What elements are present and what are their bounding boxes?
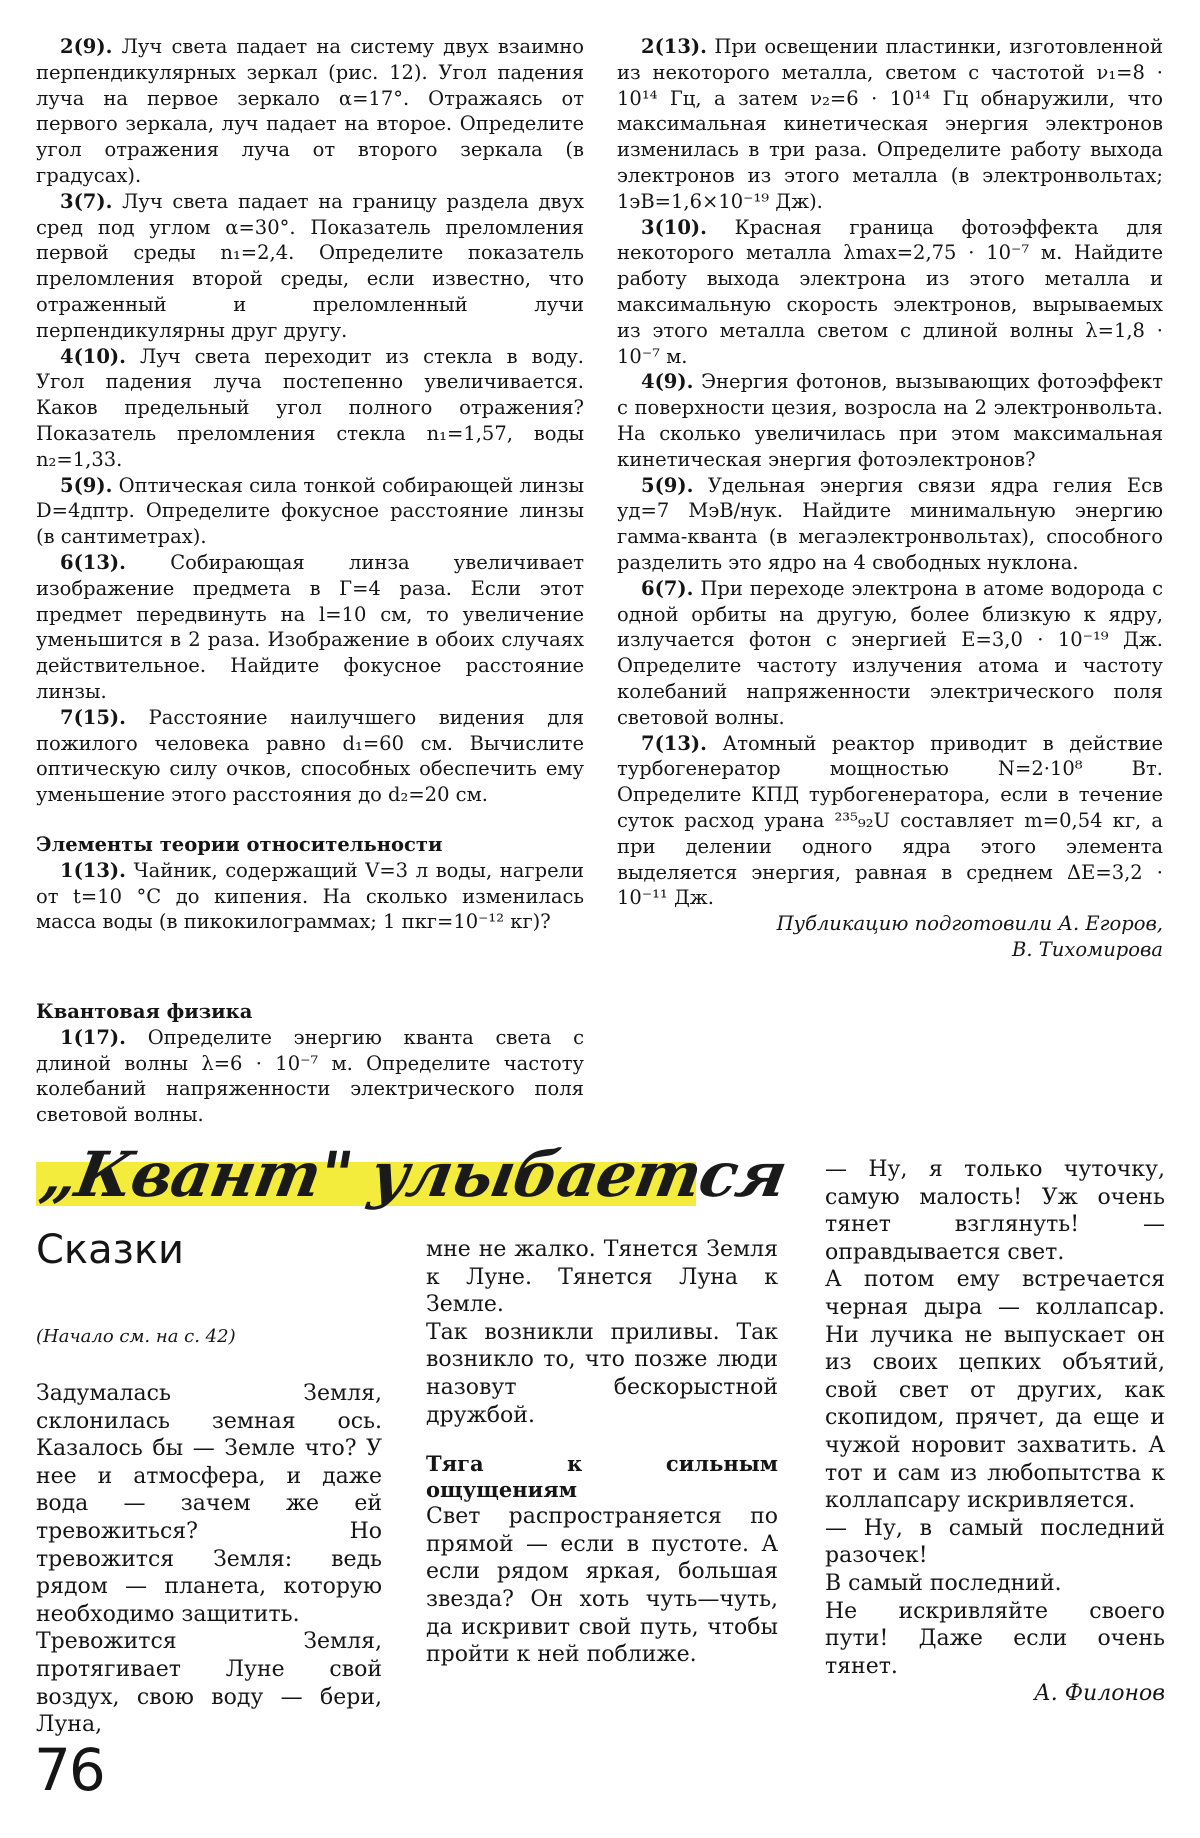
- story-author: А. Филонов: [1034, 1681, 1165, 1707]
- humor-banner: [35, 1132, 792, 1232]
- story-paragraph: Не искривляйте своего пути! Даже если очень тянет.: [825, 1598, 1165, 1679]
- problem: 7(15). Расстояние наилучшего видения для пожилого человека равно d₁=60 см. Вычислите оптическую силу очков, способных обеспечить ему уменьшение этого расстояния до d₂=20 см.: [36, 705, 585, 807]
- page-number: 76: [34, 1736, 104, 1804]
- problem: 3(10). Красная граница фотоэффекта для некоторого металла λmax=2,75 · 10⁻⁷ м. Найдите работу выхода электрона из этого металла и максимальную скорость электронов, вырываемых из этого металла светом с длиной волны λ=1,8 · 10⁻⁷ м.: [617, 215, 1163, 368]
- story-paragraph: Тревожится Земля, протягивает Луне свой воздух, свою воду — бери, Луна,: [36, 1629, 382, 1738]
- publication-credit-line1: Публикацию подготовили А. Егоров,: [776, 912, 1163, 936]
- story-paragraph: — Ну, я только чуточку, самую малость! Уж очень тянет взглянуть! — оправдывается свет.: [825, 1157, 1165, 1265]
- story-column-1: [36, 1380, 382, 1739]
- problem: 2(13). При освещении пластинки, изготовленной из некоторого металла, светом с частотой ν₁=8 · 10¹⁴ Гц, а затем ν₂=6 · 10¹⁴ Гц обнаружили, что максимальная кинетическая энергия электронов изменилась в три раза. Определите работу выхода электронов из этого металла (в электронвольтах; 1эВ=1,6×10⁻¹⁹ Дж).: [617, 35, 1163, 213]
- story-paragraph: — Ну, в самый последний разочек!: [825, 1515, 1165, 1569]
- story-paragraph: Так возникли приливы. Так возникло то, что позже люди назовут бескорыстной дружбой.: [426, 1319, 778, 1428]
- story-paragraph: В самый последний.: [825, 1570, 1062, 1596]
- story-title: Сказки: [36, 1227, 185, 1273]
- problem: 4(10). Луч света переходит из стекла в воду. Угол падения луча постепенно увеличивается. Каков предельный угол полного отражения? Показатель преломления стекла n₁=1,57, воды n₂=1,33.: [36, 344, 584, 471]
- story-paragraph: А потом ему встречается черная дыра — коллапсар. Ни лучика не выпускает он из своих цепких объятий, свой свет от других, как скопидом, прячет, да еще и чужой норовит захватить. А тот и сам из любопытства к коллапсару искривляется.: [825, 1267, 1165, 1514]
- story-subheading: Тяга к сильным ощущениям: [426, 1451, 778, 1503]
- continuation-note: (Начало см. на с. 42): [36, 1326, 236, 1347]
- problem: 4(9). Энергия фотонов, вызывающих фотоэффект с поверхности цезия, возросла на 2 электронвольта. На сколько увеличилась при этом максимальная кинетическая энергия фотоэлектронов?: [617, 370, 1163, 471]
- story-paragraph: мне не жалко. Тянется Земля к Луне. Тянется Луна к Земле.: [426, 1237, 778, 1318]
- story-paragraph: Свет распространяется по прямой — если в пустоте. А если рядом яркая, большая звезда? Он хоть чуть—чуть, да искривит свой путь, чтобы пройти к ней поближе.: [426, 1504, 778, 1668]
- problems-column-left: [36, 34, 584, 1128]
- problem: 5(9). Оптическая сила тонкой собирающей линзы D=4дптр. Определите фокусное расстояние линзы (в сантиметрах).: [36, 473, 584, 549]
- story-column-3: [825, 1156, 1165, 1708]
- banner-title: „Квант" улыбается: [35, 1138, 792, 1211]
- problem: 2(9). Луч света падает на систему двух взаимно перпендикулярных зеркал (рис. 12). Угол падения луча на первое зеркало α=17°. Отражаясь от первого зеркала, луч падает на второе. Определите угол отражения луча от второго зеркала (в градусах).: [36, 35, 584, 187]
- section-heading-relativity: Элементы теории относительности: [36, 832, 443, 856]
- section-heading-quantum: Квантовая физика: [36, 1000, 253, 1024]
- story-paragraph: Задумалась Земля, склонилась земная ось. Казалось бы — Земле что? У нее и атмосфера, и даже вода — зачем же ей тревожиться? Но тревожится Земля: ведь рядом — планета, которую необходимо защитить.: [36, 1381, 382, 1627]
- story-column-2: [426, 1236, 778, 1669]
- publication-credit-line2: В. Тихомирова: [1012, 937, 1163, 961]
- problem: 6(7). При переходе электрона в атоме водорода с одной орбиты на другую, более близкую к ядру, излучается фотон с энергией E=3,0 · 10⁻¹⁹ Дж. Определите частоту излучения атома и частоту колебаний напряженности электрического поля световой волны.: [617, 576, 1163, 729]
- problem: 1(17). Определите энергию кванта света с длиной волны λ=6 · 10⁻⁷ м. Определите частоту колебаний напряженности электрического поля световой волны.: [36, 1025, 584, 1127]
- problem: 7(13). Атомный реактор приводит в действие турбогенератор мощностью N=2·10⁸ Вт. Определите КПД турбогенератора, если в течение суток расход урана ²³⁵₉₂U составляет m=0,54 кг, а при делении одного ядра этого элемента выделяется энергия, равная в среднем ΔE=3,2 · 10⁻¹¹ Дж.: [617, 731, 1163, 910]
- problem: 3(7). Луч света падает на границу раздела двух сред под углом α=30°. Показатель преломления первой среды n₁=2,4. Определите показатель преломления второй среды, если известно, что отраженный и преломленный лучи перпендикулярны друг другу.: [36, 189, 584, 342]
- problems-column-right: [617, 34, 1163, 963]
- problem: 5(9). Удельная энергия связи ядра гелия Eсв уд=7 МэВ/нук. Найдите минимальную энергию гамма-кванта (в мегаэлектронвольтах), способного разделить это ядро на 4 свободных нуклона.: [617, 473, 1164, 574]
- problem: 6(13). Собирающая линза увеличивает изображение предмета в Г=4 раза. Если этот предмет передвинуть на l=10 см, то увеличение уменьшится в 2 раза. Изображение в обоих случаях действительное. Найдите фокусное расстояние линзы.: [36, 550, 585, 703]
- problem: 1(13). Чайник, содержащий V=3 л воды, нагрели от t=10 °C до кипения. На сколько изменилась масса воды (в пикокилограммах; 1 пкг=10⁻¹² кг)?: [36, 858, 584, 934]
